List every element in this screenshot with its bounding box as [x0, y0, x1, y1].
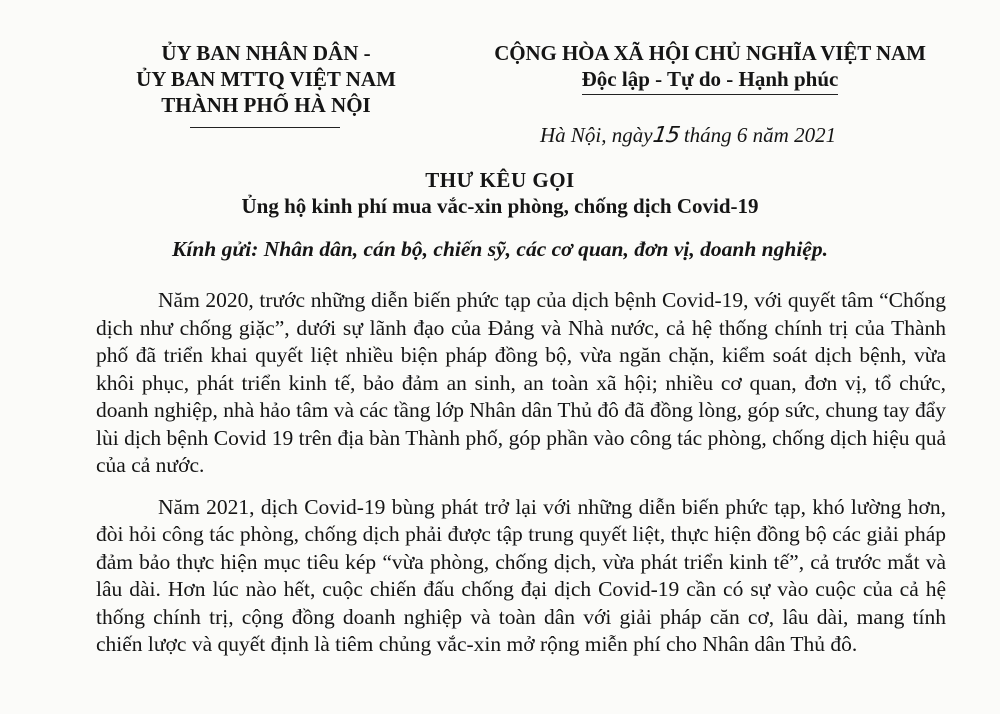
date-line	[540, 122, 940, 149]
letter-title-block	[0, 167, 1000, 219]
date-day-handwritten: 15	[650, 123, 681, 148]
date-suffix: tháng 6 năm 2021	[683, 123, 837, 147]
letter-title: THƯ KÊU GỌI	[425, 168, 575, 192]
body-paragraph-2: Năm 2021, dịch Covid-19 bùng phát trở lại với những diễn biến phức tạp, khó lường hơn, đòi hỏi công tác phòng, chống dịch phải được tập trung quyết liệt, thực hiện đồng bộ các giải pháp đảm bảo thực hiện mục tiêu kép “vừa phòng, chống dịch, vừa phát triển kinh tế”, cả trước mắt và lâu dài. Hơn lúc nào hết, cuộc chiến đấu chống đại dịch Covid-19 cần có sự vào cuộc của cả hệ thống chính trị, cộng đồng doanh nghiệp và toàn dân với giải pháp căn cơ, lâu dài, mang tính chiến lược và quyết định là tiêm chủng vắc-xin mở rộng miễn phí cho Nhân dân Thủ đô.	[96, 494, 946, 656]
authority-line-2: ỦY BAN MTTQ VIỆT NAM	[136, 67, 396, 91]
date-prefix: Hà Nội, ngày	[540, 123, 653, 147]
letter-body	[96, 287, 946, 673]
body-paragraph-1: Năm 2020, trước những diễn biến phức tạp của dịch bệnh Covid-19, với quyết tâm “Chống dịch như chống giặc”, dưới sự lãnh đạo của Đảng và Nhà nước, cả hệ thống chính trị của Thành phố đã triển khai quyết liệt nhiều biện pháp đồng bộ, vừa ngăn chặn, kiểm soát dịch bệnh, vừa khôi phục, phát triển kinh tế, bảo đảm an sinh, an toàn xã hội; nhiều cơ quan, đơn vị, tổ chức, doanh nghiệp, nhà hảo tâm và các tầng lớp Nhân dân Thủ đô đã đồng lòng, góp sức, chung tay đẩy lùi dịch bệnh Covid 19 trên địa bàn Thành phố, góp phần vào công tác phòng, chống dịch hiệu quả của cả nước.	[96, 288, 946, 477]
authority-underline	[190, 127, 340, 128]
salutation: Kính gửi: Nhân dân, cán bộ, chiến sỹ, các cơ quan, đơn vị, doanh nghiệp.	[172, 237, 828, 261]
authority-line-1: ỦY BAN NHÂN DÂN -	[161, 41, 371, 65]
authority-line-3: THÀNH PHỐ HÀ NỘI	[161, 93, 371, 117]
nation-name: CỘNG HÒA XÃ HỘI CHỦ NGHĨA VIỆT NAM	[494, 41, 926, 65]
national-motto: Độc lập - Tự do - Hạnh phúc	[582, 66, 839, 95]
national-heading	[470, 40, 950, 95]
issuing-authority	[96, 40, 436, 118]
letter-subtitle: Ủng hộ kinh phí mua vắc-xin phòng, chống dịch Covid-19	[241, 194, 759, 218]
